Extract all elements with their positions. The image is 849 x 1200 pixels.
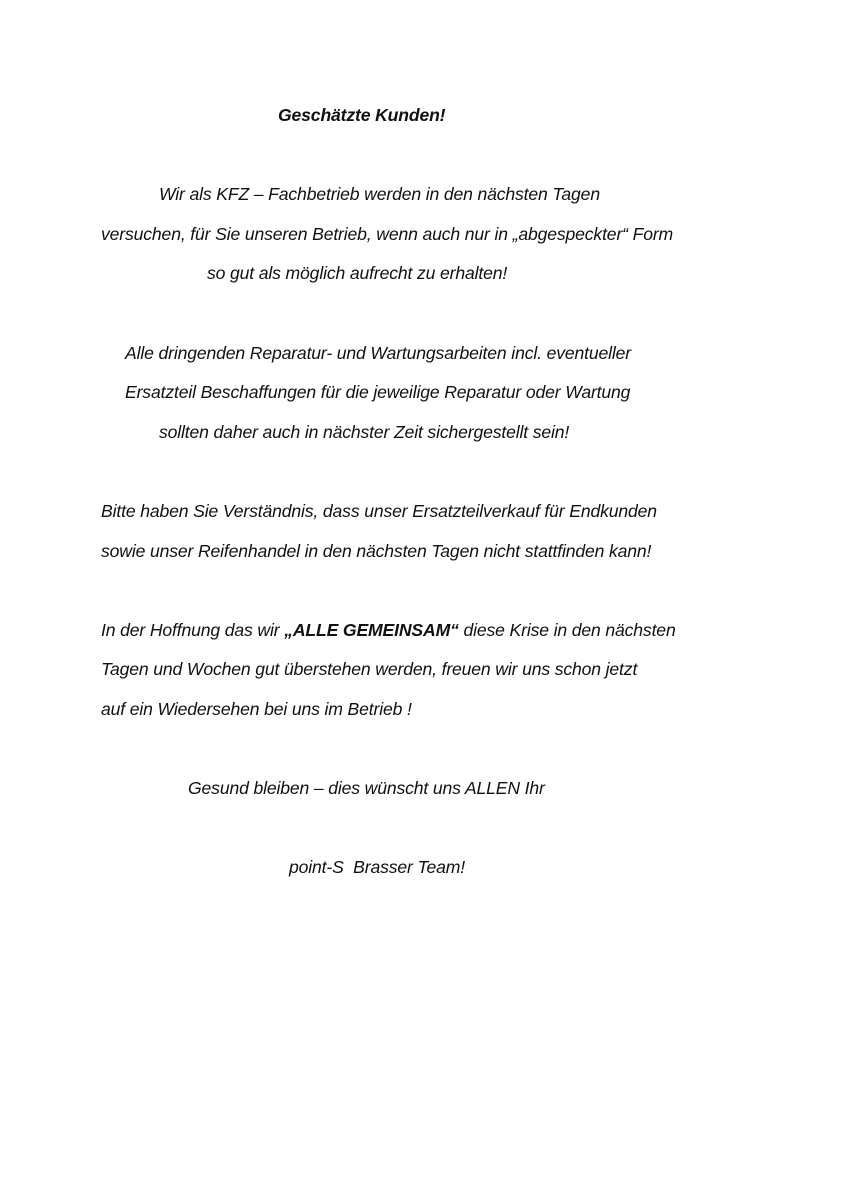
paragraph-3-line-2: sowie unser Reifenhandel in den nächsten Tagen nicht stattfinden kann! (101, 541, 652, 561)
paragraph-3-line-1: Bitte haben Sie Verständnis, dass unser Ersatzteilverkauf für Endkunden (101, 501, 657, 521)
paragraph-4-line-1-before: In der Hoffnung das wir (101, 620, 285, 640)
signature-line: point-S Brasser Team! (289, 857, 465, 877)
paragraph-4-line-1-after: diese Krise in den nächsten (458, 620, 676, 640)
paragraph-2-line-2: Ersatzteil Beschaffungen für die jeweilige Reparatur oder Wartung (125, 382, 631, 402)
paragraph-4-line-1 (101, 619, 676, 641)
paragraph-1-line-3: so gut als möglich aufrecht zu erhalten! (207, 263, 508, 283)
closing-line: Gesund bleiben – dies wünscht uns ALLEN Ihr (188, 778, 545, 798)
letter-title: Geschätzte Kunden! (278, 105, 446, 125)
paragraph-4-line-3: auf ein Wiedersehen bei uns im Betrieb ! (101, 699, 412, 719)
paragraph-1-line-1: Wir als KFZ – Fachbetrieb werden in den nächsten Tagen (159, 184, 600, 204)
paragraph-2-line-1: Alle dringenden Reparatur- und Wartungsarbeiten incl. eventueller (125, 343, 632, 363)
paragraph-1-line-2: versuchen, für Sie unseren Betrieb, wenn auch nur in „abgespeckter“ Form (101, 224, 674, 244)
emphasis-alle-gemeinsam: „ALLE GEMEINSAM“ (284, 620, 459, 640)
paragraph-4-line-2: Tagen und Wochen gut überstehen werden, freuen wir uns schon jetzt (101, 659, 638, 679)
paragraph-2-line-3: sollten daher auch in nächster Zeit sichergestellt sein! (159, 422, 570, 442)
